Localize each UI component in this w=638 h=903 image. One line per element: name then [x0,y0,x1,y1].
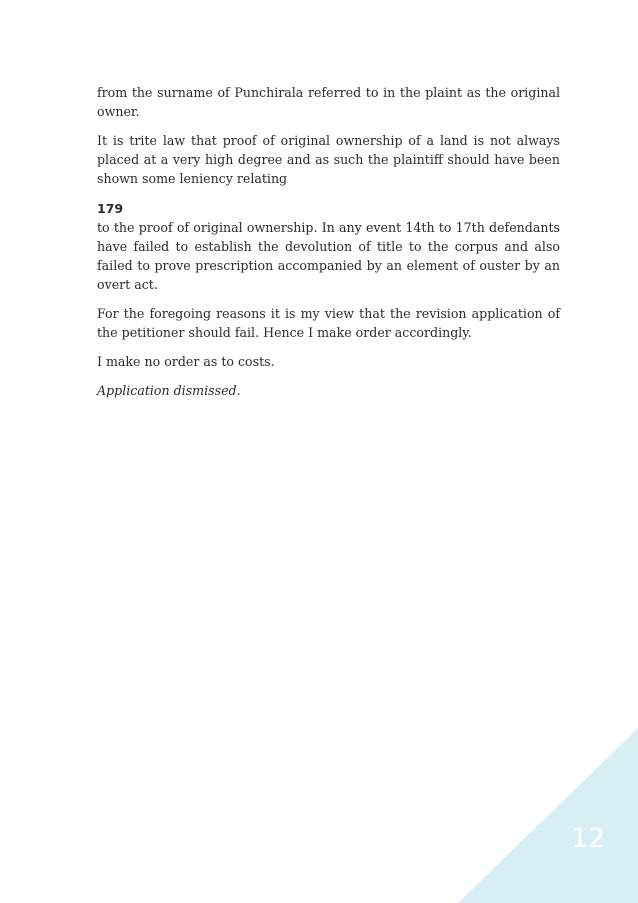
corner-decoration [458,728,638,903]
paragraph-costs: I make no order as to costs. [97,354,275,369]
paragraph-surname: from the surname of Punchirala referred to in the plaint as the original owner. [97,85,560,119]
paragraph-continuation [97,199,560,294]
report-page-marker: 179 [97,201,124,216]
page-number: 12 [570,823,606,854]
corner-triangle [458,728,638,903]
paragraph-conclusion: For the foregoing reasons it is my view that the revision application of the petitioner should fail. Hence I make order accordingly. [97,306,560,340]
document-body [97,83,560,400]
paragraph-ownership-proof: It is trite law that proof of original ownership of a land is not always placed at a very high degree and as such the plaintiff should have been shown some leniency relating [97,133,560,186]
paragraph-defendants: to the proof of original ownership. In any event 14th to 17th defendants have failed to establish the devolution of title to the corpus and also failed to prove prescription accompanied by an element of ouster by an overt act. [97,220,560,292]
paragraph-disposition: Application dismissed. [97,383,241,398]
